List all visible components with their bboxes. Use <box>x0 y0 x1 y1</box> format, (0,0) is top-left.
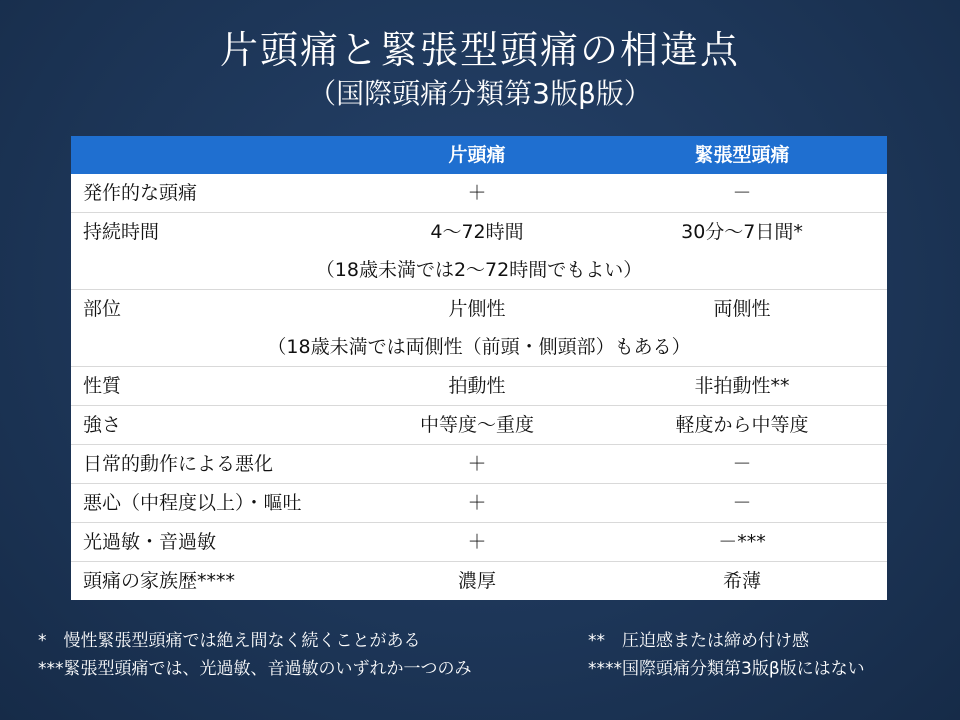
footnote-1: * 慢性緊張型頭痛では絶え間なく続くことがある <box>38 631 421 651</box>
duration-note: （18歳未満では2～72時間でもよい） <box>71 251 887 290</box>
migraine-cell: 濃厚 <box>457 570 496 592</box>
row-label: 光過敏・音過敏 <box>83 531 217 553</box>
row-label: 性質 <box>83 375 122 397</box>
migraine-cell: ＋ <box>467 182 487 204</box>
table-row <box>71 523 887 562</box>
tension-cell: － <box>732 182 752 204</box>
footnote-4: ****国際頭痛分類第3版β版にはない <box>588 659 865 679</box>
row-label: 発作的な頭痛 <box>83 182 198 204</box>
migraine-cell: ＋ <box>467 531 487 553</box>
tension-cell: － <box>732 453 752 475</box>
table-row <box>71 562 887 600</box>
footnote-2: ** 圧迫感または締め付け感 <box>588 631 809 651</box>
table-row <box>71 174 887 213</box>
table-header-row <box>71 136 887 174</box>
header-cell-label <box>71 136 357 174</box>
slide-title: 片頭痛と緊張型頭痛の相違点 <box>219 28 740 72</box>
row-label: 部位 <box>83 298 122 320</box>
table-row <box>71 445 887 484</box>
tension-cell: － <box>732 492 752 514</box>
table-row <box>71 367 887 406</box>
table-row <box>71 406 887 445</box>
migraine-cell: ＋ <box>467 453 487 475</box>
slide-subtitle: （国際頭痛分類第3版β版） <box>308 77 652 110</box>
table-row <box>71 484 887 523</box>
comparison-table <box>71 136 887 600</box>
migraine-cell: 4～72時間 <box>430 221 524 243</box>
migraine-cell: 片側性 <box>448 298 506 320</box>
tension-cell: 30分～7日間* <box>681 221 803 243</box>
tension-cell: 両側性 <box>713 298 771 320</box>
row-label: 持続時間 <box>83 221 160 243</box>
migraine-cell: ＋ <box>467 492 487 514</box>
table-row <box>71 290 887 328</box>
row-label: 頭痛の家族歴**** <box>83 570 236 592</box>
tension-cell: －*** <box>718 531 766 553</box>
migraine-cell: 拍動性 <box>448 375 506 397</box>
footnote-3: ***緊張型頭痛では、光過敏、音過敏のいずれか一つのみ <box>38 659 472 679</box>
header-cell-migraine: 片頭痛 <box>448 144 506 166</box>
location-note: （18歳未満では両側性（前頭・側頭部）もある） <box>71 328 887 367</box>
table-row <box>71 213 887 251</box>
tension-cell: 非拍動性** <box>694 375 790 397</box>
row-label: 強さ <box>83 414 122 436</box>
migraine-cell: 中等度～重度 <box>419 414 534 436</box>
header-cell-tension: 緊張型頭痛 <box>694 144 790 166</box>
row-label: 日常的動作による悪化 <box>83 453 274 475</box>
tension-cell: 希薄 <box>722 570 761 592</box>
tension-cell: 軽度から中等度 <box>675 414 809 436</box>
row-label: 悪心（中程度以上）・嘔吐 <box>83 492 302 514</box>
